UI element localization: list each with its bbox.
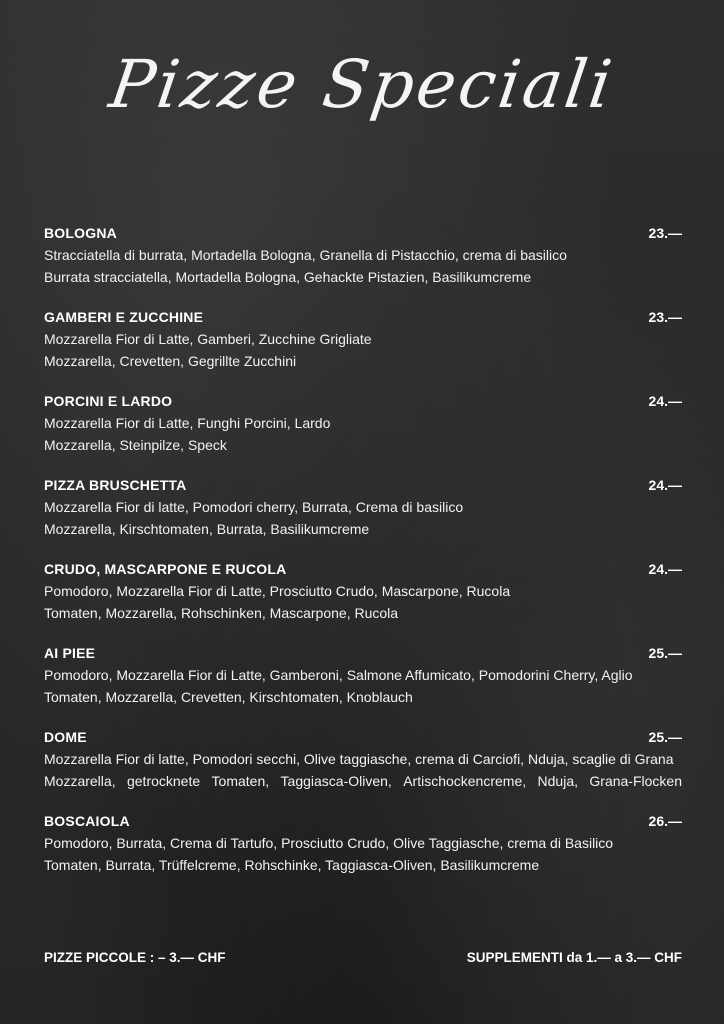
menu-footer (44, 949, 682, 967)
menu-item-boscaiola (44, 810, 682, 894)
item-description-italian: Mozzarella Fior di latte, Pomodori secchi, Olive taggiasche, crema di Carciofi, Nduja, scaglie di Grana (44, 751, 674, 767)
menu-item-bologna (44, 222, 682, 306)
item-price: 24.— (648, 393, 682, 409)
item-price: 24.— (648, 561, 682, 577)
menu-item-crudo-mascarpone-e-rucola (44, 558, 682, 642)
item-name: BOSCAIOLA (44, 813, 130, 829)
menu-item-dome (44, 726, 682, 810)
item-price: 23.— (648, 225, 682, 241)
item-name: AI PIEE (44, 645, 96, 661)
item-description-german: Mozzarella, Steinpilze, Speck (44, 437, 227, 453)
item-description-italian: Mozzarella Fior di Latte, Funghi Porcini, Lardo (44, 415, 331, 431)
item-description-german: Tomaten, Burrata, Trüffelcreme, Rohschinke, Taggiasca-Oliven, Basilikumcreme (44, 857, 540, 873)
supplements-note: SUPPLEMENTI da 1.— a 3.— CHF (466, 950, 682, 965)
menu-item-gamberi-e-zucchine (44, 306, 682, 390)
item-name: PIZZA BRUSCHETTA (44, 477, 187, 493)
small-pizza-discount: PIZZE PICCOLE : – 3.— CHF (44, 950, 226, 965)
item-description-italian: Mozzarella Fior di Latte, Gamberi, Zucchine Grigliate (44, 331, 372, 347)
menu-item-porcini-e-lardo (44, 390, 682, 474)
item-name: DOME (44, 729, 87, 745)
item-description-italian: Pomodoro, Burrata, Crema di Tartufo, Prosciutto Crudo, Olive Taggiasche, crema di Basilico (44, 835, 614, 851)
item-description-german: Tomaten, Mozzarella, Rohschinken, Mascarpone, Rucola (44, 605, 399, 621)
item-name: GAMBERI E ZUCCHINE (44, 309, 204, 325)
item-name: CRUDO, MASCARPONE E RUCOLA (44, 561, 287, 577)
item-price: 25.— (648, 645, 682, 661)
page-title: Pizze Speciali (105, 46, 620, 123)
item-description-german: Burrata stracciatella, Mortadella Bologna, Gehackte Pistazien, Basilikumcreme (44, 269, 532, 285)
item-description-italian: Pomodoro, Mozzarella Fior di Latte, Gamberoni, Salmone Affumicato, Pomodorini Cherry, Aglio (44, 667, 633, 683)
menu-item-ai-piee (44, 642, 682, 726)
item-name: BOLOGNA (44, 225, 117, 241)
item-price: 24.— (648, 477, 682, 493)
pizza-list (44, 222, 682, 894)
item-name: PORCINI E LARDO (44, 393, 173, 409)
item-description-german: Mozzarella, getrocknete Tomaten, Taggiasca-Oliven, Artischockencreme, Nduja, Grana-Flocken (44, 773, 682, 789)
item-description-german: Mozzarella, Kirschtomaten, Burrata, Basilikumcreme (44, 521, 370, 537)
item-price: 26.— (648, 813, 682, 829)
item-description-german: Mozzarella, Crevetten, Gegrillte Zucchini (44, 353, 297, 369)
item-description-german: Tomaten, Mozzarella, Crevetten, Kirschtomaten, Knoblauch (44, 689, 413, 705)
item-description-italian: Mozzarella Fior di latte, Pomodori cherry, Burrata, Crema di basilico (44, 499, 464, 515)
item-description-italian: Pomodoro, Mozzarella Fior di Latte, Prosciutto Crudo, Mascarpone, Rucola (44, 583, 511, 599)
item-description-italian: Stracciatella di burrata, Mortadella Bologna, Granella di Pistacchio, crema di basilico (44, 247, 567, 263)
item-price: 23.— (648, 309, 682, 325)
item-price: 25.— (648, 729, 682, 745)
menu-item-pizza-bruschetta (44, 474, 682, 558)
